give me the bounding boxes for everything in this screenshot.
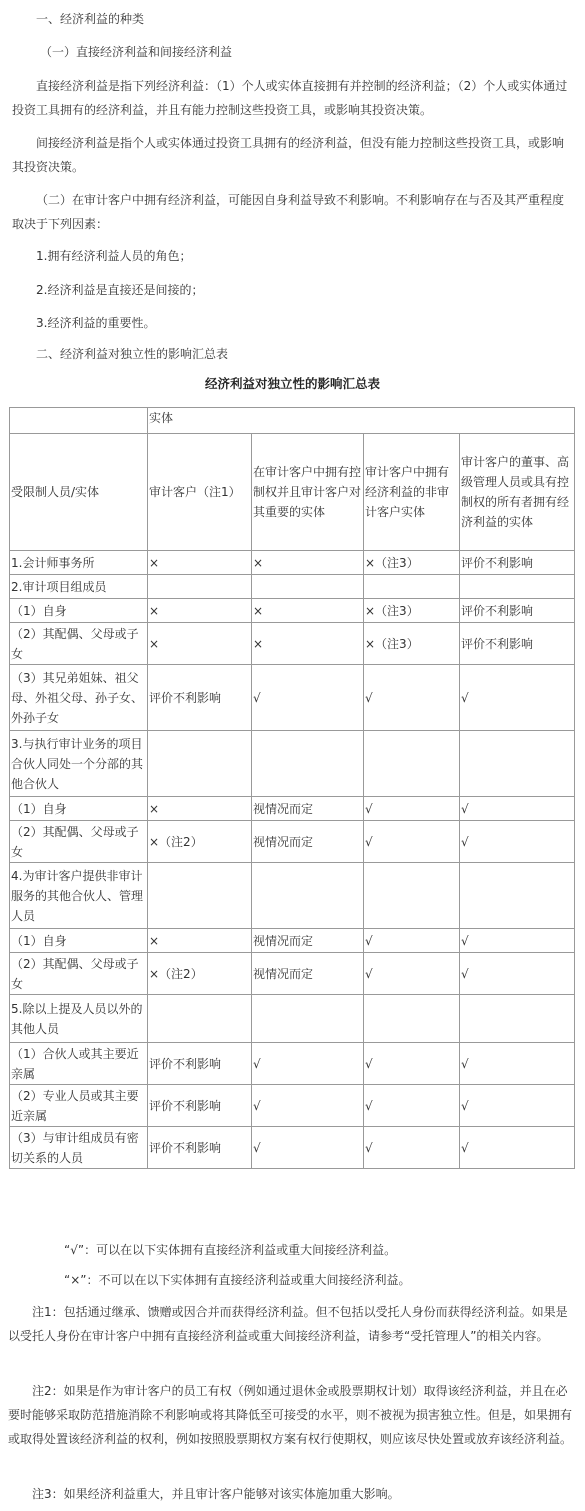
table-row [10, 1127, 575, 1169]
value-cell: × [252, 599, 364, 623]
factor-item-1: 1.拥有经济利益人员的角色； [36, 249, 192, 263]
value-cell: 评价不利影响 [148, 1085, 252, 1127]
value-cell: √ [252, 1085, 364, 1127]
row-label-cell: （1）合伙人或其主要近亲属 [10, 1043, 148, 1085]
value-cell [364, 995, 460, 1043]
row-label-cell: （1）自身 [10, 929, 148, 953]
check-legend: “√”：可以在以下实体拥有直接经济利益或重大间接经济利益。 [64, 1243, 397, 1257]
factor-item-3: 3.经济利益的重要性。 [36, 316, 156, 330]
row-label-cell: 1.会计师事务所 [10, 551, 148, 575]
value-cell [148, 731, 252, 797]
value-cell: × [148, 623, 252, 665]
table-title: 经济利益对独立性的影响汇总表 [204, 376, 380, 391]
value-cell [148, 995, 252, 1043]
table-row [10, 929, 575, 953]
table-row [10, 731, 575, 797]
table-row [10, 863, 575, 929]
value-cell: √ [460, 1127, 575, 1169]
row-label-cell: 3.与执行审计业务的项目合伙人同处一个分部的其他合伙人 [10, 731, 148, 797]
value-cell [460, 863, 575, 929]
subsection-heading-1: （一）直接经济利益和间接经济利益 [40, 45, 233, 59]
value-cell: √ [364, 665, 460, 731]
table-row [10, 623, 575, 665]
value-cell: 评价不利影响 [148, 1043, 252, 1085]
table-row [10, 1085, 575, 1127]
value-cell: × [252, 623, 364, 665]
note-3: 注3：如果经济利益重大，并且审计客户能够对该实体施加重大影响。 [32, 1487, 400, 1501]
value-cell: √ [460, 953, 575, 995]
value-cell [252, 995, 364, 1043]
value-cell [364, 575, 460, 599]
value-cell: × [252, 551, 364, 575]
value-cell: 评价不利影响 [460, 551, 575, 575]
section-heading-2: 二、经济利益对独立性的影响汇总表 [36, 347, 229, 361]
row-label-cell: （3）其兄弟姐妹、祖父母、外祖父母、孙子女、外孙子女 [10, 665, 148, 731]
row-label-cell: （2）其配偶、父母或子女 [10, 953, 148, 995]
row-label-cell: （1）自身 [10, 797, 148, 821]
value-cell [364, 863, 460, 929]
table-row [10, 821, 575, 863]
value-cell: 视情况而定 [252, 821, 364, 863]
row-header: 受限制人员/实体 [10, 434, 148, 551]
value-cell: 评价不利影响 [148, 665, 252, 731]
value-cell: √ [460, 1043, 575, 1085]
indirect-interest-paragraph: 间接经济利益是指个人或实体通过投资工具拥有的经济利益，但没有能力控制这些投资工具，或影响其投资决策。 [12, 136, 565, 174]
value-cell: ×（注3） [364, 623, 460, 665]
value-cell [148, 863, 252, 929]
value-cell [252, 731, 364, 797]
row-label-cell: （2）专业人员或其主要近亲属 [10, 1085, 148, 1127]
value-cell: √ [460, 821, 575, 863]
value-cell: √ [252, 1127, 364, 1169]
value-cell [252, 863, 364, 929]
value-cell: 评价不利影响 [148, 1127, 252, 1169]
row-label-cell: 5.除以上提及人员以外的其他人员 [10, 995, 148, 1043]
table-body [10, 551, 575, 1169]
value-cell: ×（注2） [148, 821, 252, 863]
value-cell: √ [364, 797, 460, 821]
table-row [10, 551, 575, 575]
note-1: 注1：包括通过继承、馈赠或因合并而获得经济利益。但不包括以受托人身份而获得经济利益。如果是以受托人身份在审计客户中拥有直接经济利益或重大间接经济利益，请参考“受托管理人”的相关内容。 [8, 1305, 568, 1343]
note-2: 注2：如果是作为审计客户的员工有权（例如通过退休金或股票期权计划）取得该经济利益，并且在必要时能够采取防范措施消除不利影响或将其降低至可接受的水平，则不被视为损害独立性。但是，如果拥有或取得处置该经济利益的权利，例如按照股票期权方案有权行使期权，则应该尽快处置或放弃该经济利益。 [8, 1384, 573, 1446]
cross-legend: “×”：不可以在以下实体拥有直接经济利益或重大间接经济利益。 [64, 1273, 411, 1287]
row-label-cell: （1）自身 [10, 599, 148, 623]
table-row [10, 599, 575, 623]
value-cell: × [148, 551, 252, 575]
value-cell: ×（注3） [364, 599, 460, 623]
value-cell: √ [460, 1085, 575, 1127]
value-cell: √ [364, 929, 460, 953]
value-cell: √ [364, 1085, 460, 1127]
value-cell [364, 731, 460, 797]
col-header-director-entity: 审计客户的董事、高级管理人员或具有控制权的所有者拥有经济利益的实体 [460, 434, 575, 551]
row-label-cell: （2）其配偶、父母或子女 [10, 821, 148, 863]
factor-item-2: 2.经济利益是直接还是间接的； [36, 283, 204, 297]
value-cell: ×（注3） [364, 551, 460, 575]
col-header-non-audit-entity: 审计客户中拥有经济利益的非审计客户实体 [364, 434, 460, 551]
impact-summary-table [9, 407, 575, 1169]
table-row [10, 665, 575, 731]
table-corner-cell [10, 408, 148, 434]
value-cell [252, 575, 364, 599]
col-header-controlling-entity: 在审计客户中拥有控制权并且审计客户对其重要的实体 [252, 434, 364, 551]
value-cell [460, 575, 575, 599]
value-cell: 评价不利影响 [460, 623, 575, 665]
entity-header: 实体 [148, 408, 575, 434]
value-cell: 视情况而定 [252, 953, 364, 995]
factors-paragraph: （二）在审计客户中拥有经济利益，可能因自身利益导致不利影响。不利影响存在与否及其严重程度取决于下列因素： [12, 193, 565, 231]
table-row [10, 1043, 575, 1085]
col-header-audit-client: 审计客户（注1） [148, 434, 252, 551]
value-cell [148, 575, 252, 599]
value-cell: √ [364, 821, 460, 863]
value-cell: √ [364, 1043, 460, 1085]
value-cell: √ [252, 665, 364, 731]
value-cell: 评价不利影响 [460, 599, 575, 623]
row-label-cell: 2.审计项目组成员 [10, 575, 148, 599]
table-row [10, 995, 575, 1043]
value-cell: × [148, 797, 252, 821]
value-cell: 视情况而定 [252, 797, 364, 821]
value-cell [460, 995, 575, 1043]
value-cell: 视情况而定 [252, 929, 364, 953]
value-cell: √ [460, 929, 575, 953]
section-heading-1: 一、经济利益的种类 [36, 12, 145, 26]
value-cell: ×（注2） [148, 953, 252, 995]
value-cell: × [148, 929, 252, 953]
value-cell: √ [252, 1043, 364, 1085]
value-cell: √ [460, 797, 575, 821]
table-row [10, 953, 575, 995]
value-cell: √ [460, 665, 575, 731]
table-row [10, 797, 575, 821]
row-label-cell: （2）其配偶、父母或子女 [10, 623, 148, 665]
direct-interest-paragraph: 直接经济利益是指下列经济利益：（1）个人或实体直接拥有并控制的经济利益；（2）个人或实体通过投资工具拥有的经济利益，并且有能力控制这些投资工具，或影响其投资决策。 [12, 79, 568, 117]
value-cell: × [148, 599, 252, 623]
value-cell [460, 731, 575, 797]
value-cell: √ [364, 1127, 460, 1169]
value-cell: √ [364, 953, 460, 995]
table-row [10, 575, 575, 599]
row-label-cell: 4.为审计客户提供非审计服务的其他合伙人、管理人员 [10, 863, 148, 929]
row-label-cell: （3）与审计组成员有密切关系的人员 [10, 1127, 148, 1169]
